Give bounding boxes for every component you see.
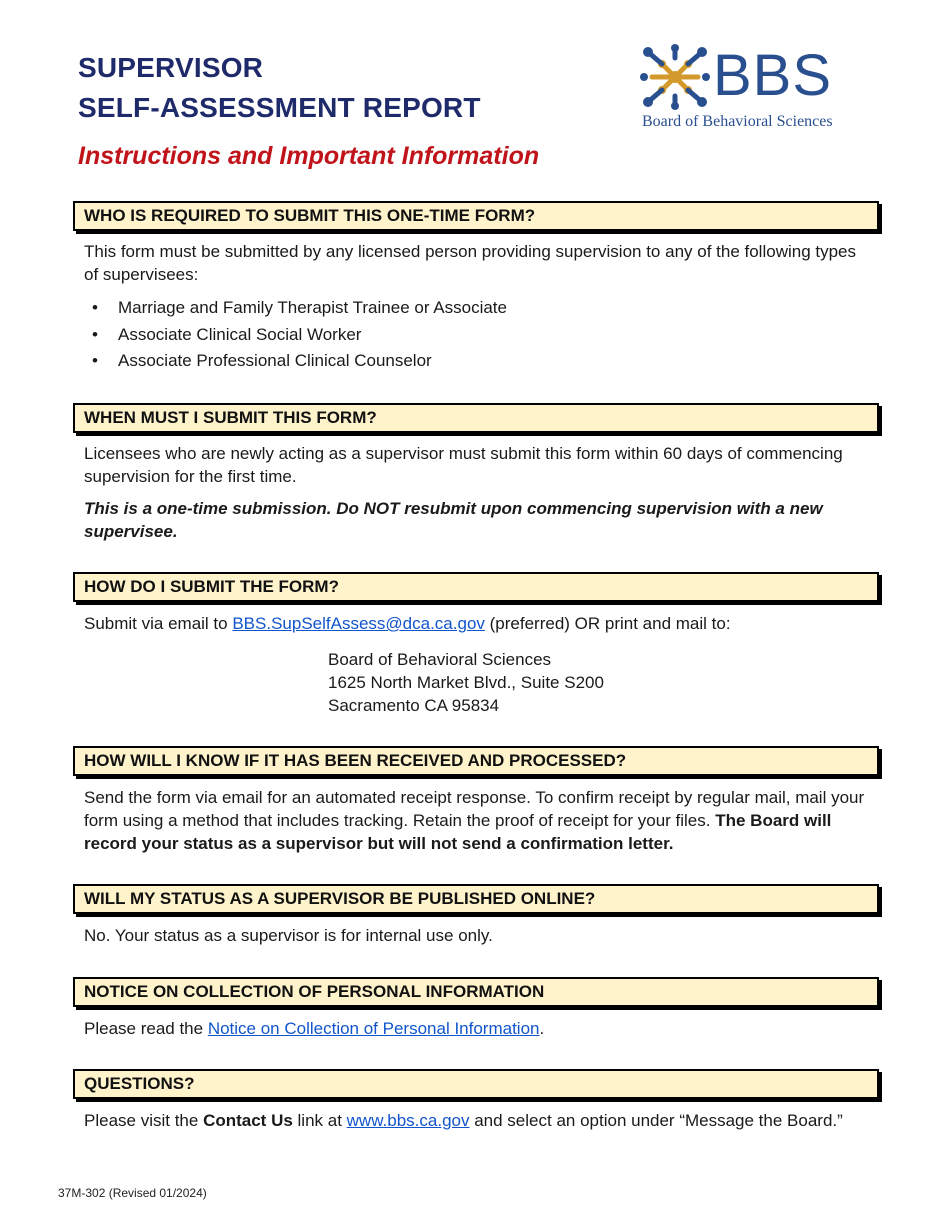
- notice-text-after: .: [539, 1019, 545, 1038]
- how-text-after: (preferred) OR print and mail to:: [484, 614, 731, 633]
- logo-board-name: Board of Behavioral Sciences: [642, 113, 833, 130]
- form-number: 37M-302 (Revised 01/2024): [58, 1186, 207, 1200]
- notice-text: [84, 1017, 874, 1040]
- address-line: Sacramento CA 95834: [328, 696, 500, 715]
- list-item: • Associate Clinical Social Worker: [84, 322, 507, 349]
- section-header-how: HOW DO I SUBMIT THE FORM?: [73, 572, 879, 602]
- section-header-received: HOW WILL I KNOW IF IT HAS BEEN RECEIVED AND PROCESSED?: [73, 746, 879, 776]
- section-header-questions: QUESTIONS?: [73, 1069, 879, 1099]
- logo-letters: BBS: [713, 43, 833, 108]
- email-link[interactable]: BBS.SupSelfAssess@dca.ca.gov: [232, 614, 485, 633]
- questions-text-after: and select an option under “Message the Board.”: [469, 1111, 843, 1130]
- when-emphasis: This is a one-time submission. Do NOT resubmit upon commencing supervision with a new supervisee.: [84, 499, 823, 541]
- questions-text-mid: link at: [292, 1111, 347, 1130]
- page-title-line2: SELF-ASSESSMENT REPORT: [78, 92, 481, 123]
- address-line: Board of Behavioral Sciences: [328, 650, 552, 669]
- list-item: • Marriage and Family Therapist Trainee or Associate: [84, 295, 507, 322]
- mailing-address: [328, 648, 604, 717]
- title-block: [78, 48, 481, 128]
- list-item: • Associate Professional Clinical Counselor: [84, 348, 507, 375]
- notice-link[interactable]: Notice on Collection of Personal Information: [207, 1019, 540, 1038]
- bbs-network-logo-icon: [640, 44, 710, 110]
- page-title-line1: SUPERVISOR: [78, 52, 264, 83]
- section-header-notice: NOTICE ON COLLECTION OF PERSONAL INFORMATION: [73, 977, 879, 1007]
- how-text-before: Submit via email to: [84, 614, 233, 633]
- questions-text: [84, 1109, 874, 1132]
- received-text: [84, 786, 874, 855]
- when-text: Licensees who are newly acting as a supervisor must submit this form within 60 days of commencing supervision for the first time.: [84, 444, 843, 486]
- received-plain: Send the form via email for an automated receipt response. To confirm receipt by regular mail, mail your form using a method that includes tracking. Retain the proof of receipt for your files.: [84, 788, 865, 830]
- contact-us-label: Contact Us: [203, 1111, 293, 1130]
- received-bold: The Board will record your status as a supervisor but will not send a confirmation letter.: [84, 811, 832, 853]
- notice-text-before: Please read the: [84, 1019, 208, 1038]
- supervisee-list: [84, 295, 507, 375]
- page-subtitle: Instructions and Important Information: [78, 142, 540, 170]
- who-intro: This form must be submitted by any licensed person providing supervision to any of the following types of supervisees:: [84, 242, 857, 284]
- section-header-when: WHEN MUST I SUBMIT THIS FORM?: [73, 403, 879, 433]
- how-text: [84, 612, 874, 635]
- address-line: 1625 North Market Blvd., Suite S200: [328, 673, 604, 692]
- section-header-published: WILL MY STATUS AS A SUPERVISOR BE PUBLISHED ONLINE?: [73, 884, 879, 914]
- website-link[interactable]: www.bbs.ca.gov: [346, 1111, 470, 1130]
- published-text: No. Your status as a supervisor is for internal use only.: [84, 926, 493, 945]
- section-header-who: WHO IS REQUIRED TO SUBMIT THIS ONE-TIME FORM?: [73, 201, 879, 231]
- bbs-logo: [640, 44, 870, 134]
- questions-text-before: Please visit the: [84, 1111, 204, 1130]
